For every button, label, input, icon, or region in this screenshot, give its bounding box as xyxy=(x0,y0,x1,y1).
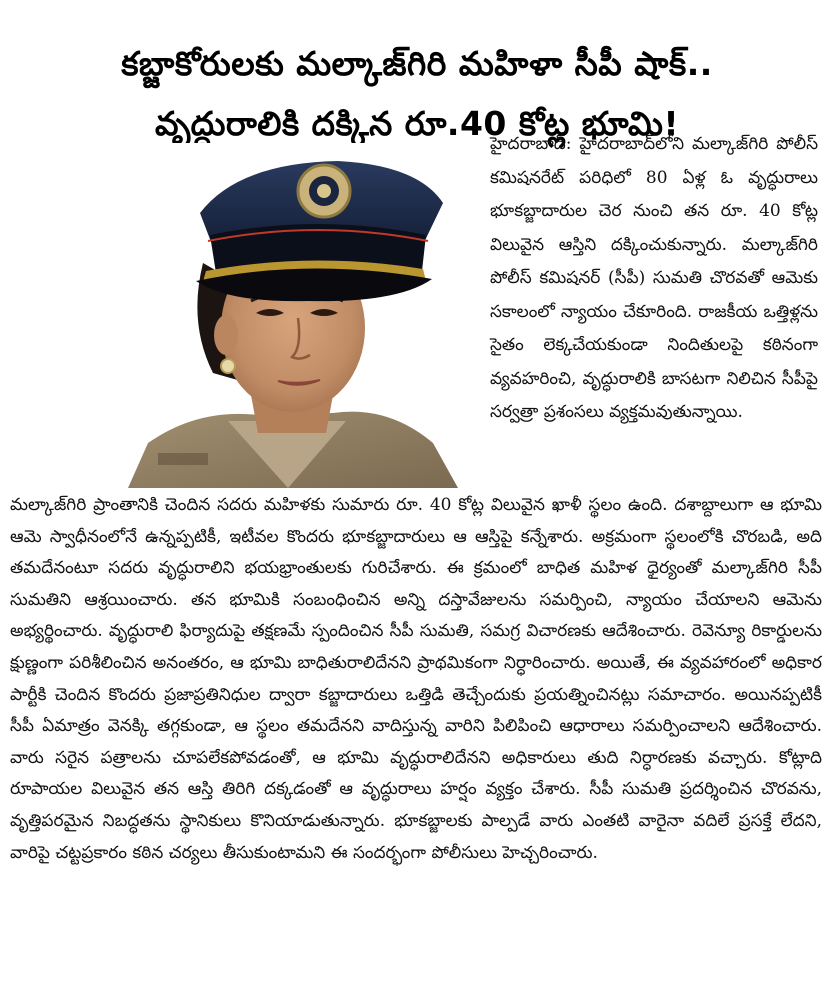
body-paragraph: మల్కాజ్‌గిరి ప్రాంతానికి చెందిన సదరు మహిళకు సుమారు రూ. 40 కోట్ల విలువైన ఖాళీ స్థలం ఉంది. దశాబ్దాలుగా ఆ భూమి ఆమె స్వాధీనంలోనే ఉన్నప్పటికీ, ఇటీవల కొందరు భూకబ్జాదారులు ఆ ఆస్తిపై కన్నేశారు. అక్రమంగా స్థలంలోకి చొరబడి, అది తమదేనంటూ సదరు వృద్ధురాలిని భయభ్రాంతులకు గురిచేశారు. ఈ క్రమంలో బాధిత మహిళ ధైర్యంతో మల్కాజ్‌గిరి సీపీ సుమతిని ఆశ్రయించారు. తన భూమికి సంబంధించిన అన్ని దస్తావేజులను సమర్పించి, న్యాయం చేయాలని ఆమెను అభ్యర్థించారు. వృద్ధురాలి ఫిర్యాదుపై తక్షణమే స్పందించిన సీపీ సుమతి, సమగ్ర విచారణకు ఆదేశించారు. రెవెన్యూ రికార్డులను క్షుణ్ణంగా పరిశీలించిన అనంతరం, ఆ భూమి బాధితురాలిదేనని ప్రాథమికంగా నిర్ధారించారు. అయితే, ఈ వ్యవహారంలో అధికార పార్టీకి చెందిన కొందరు ప్రజాప్రతినిధుల ద్వారా కబ్జాదారులు ఒత్తిడి తెచ్చేందుకు ప్రయత్నించినట్లు సమాచారం. అయినప్పటికీ సీపీ ఏమాత్రం వెనక్కి తగ్గకుండా, ఆ స్థలం తమదేనని వాదిస్తున్న వారిని పిలిపించి ఆధారాలు సమర్పించాలని ఆదేశించారు. వారు సరైన పత్రాలను చూపలేకపోవడంతో, ఆ భూమి వృద్ధురాలిదేనని అధికారులు తుది నిర్ధారణకు వచ్చారు. కోట్లాది రూపాయల విలువైన తన ఆస్తి తిరిగి దక్కడంతో ఆ వృద్ధురాలు హర్షం వ్యక్తం చేశారు. సీపీ సుమతి ప్రదర్శించిన చొరవను, వృత్తిపరమైన నిబద్ధతను స్థానికులు కొనియాడుతున్నారు. భూకబ్జాలకు పాల్పడే వారు ఎంతటి వారైనా వదిలే ప్రసక్తే లేదని, వారిపై చట్టప్రకారం కఠిన చర్యలు తీసుకుంటామని ఈ సందర్భంగా పోలీసులు హెచ్చరించారు. xyxy=(10,495,822,863)
officer-portrait-icon xyxy=(88,143,490,488)
headline-line-2: వృద్ధురాలికి దక్కిన రూ.40 కోట్ల భూమి! xyxy=(154,104,680,144)
officer-photo xyxy=(88,143,490,488)
intro-paragraph: హైదరాబాద్: హైదరాబాద్‌లోని మల్కాజ్‌గిరి పోలీస్ కమిషనరేట్ పరిధిలో 80 ఏళ్ల ఓ వృద్ధురాలు భూకబ్జాదారుల చెర నుంచి తన రూ. 40 కోట్ల విలువైన ఆస్తిని దక్కించుకున్నారు. మల్కాజ్‌గిరి పోలీస్ కమిషనర్ (సీపీ) సుమతి చొరవతో ఆమెకు సకాలంలో న్యాయం చేకూరింది. రాజకీయ ఒత్తిళ్లను సైతం లెక్కచేయకుండా నిందితులపై కఠినంగా వ్యవహరించి, వృద్ధురాలికి బాసటగా నిలిచిన సీపీపై సర్వత్రా ప్రశంసలు వ్యక్తమవుతున్నాయి. xyxy=(490,134,818,422)
headline-line-1: కబ్జాకోరులకు మల్కాజ్‌గిరి మహిళా సీపీ షాక్.. xyxy=(121,44,713,84)
